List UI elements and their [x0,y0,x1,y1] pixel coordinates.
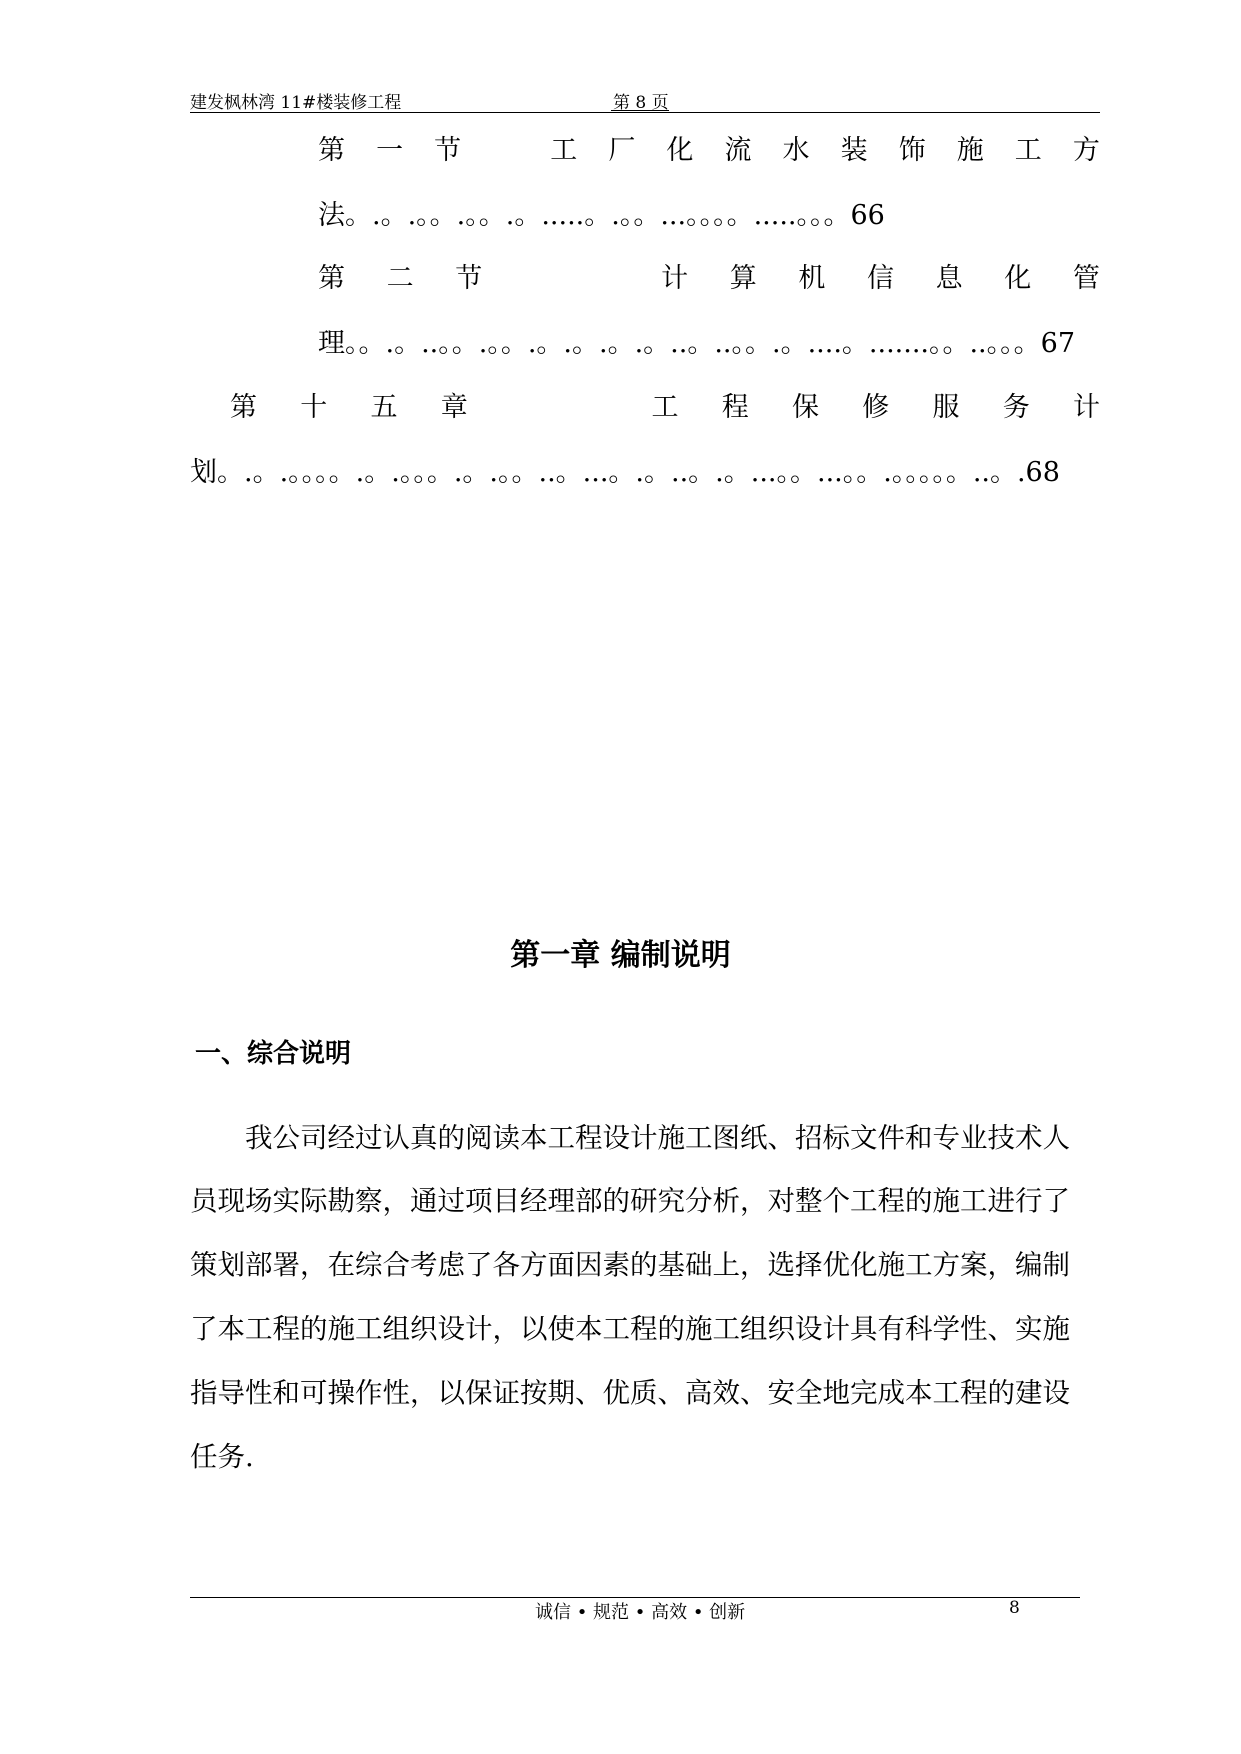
toc-chapter-15-char: 章 [440,392,468,423]
toc-section-1-char: 化 [666,135,694,166]
toc-chapter-15-char: 第 [230,392,257,423]
toc-section-2-char: 二 [386,263,414,294]
paragraph-line-5: 指导性和可操作性，以保证按期、优质、高效、安全地完成本工程的建设 [190,1377,1070,1409]
toc-chapter-15-char: 修 [862,392,890,423]
paragraph-line-6: 任务. [190,1441,254,1473]
toc-chapter-15-char: 务 [1002,392,1030,423]
toc-section-2-char: 机 [798,263,826,294]
toc-section-2-char: 息 [935,263,963,294]
toc-section-2-char: 第 [318,263,345,294]
toc-section-2-char: 信 [867,263,894,294]
toc-section-2-char [524,256,551,295]
footer-page-number: 8 [1009,1598,1020,1618]
toc-entry-chapter-15-leader: 划。.。.。。。。.。.。。。.。.。。..。...。.。..。.。...。。...。。.。。。。。..。.68 [190,457,1060,488]
toc-chapter-15-char: 服 [932,392,960,423]
toc-section-2-char: 算 [729,263,757,294]
toc-section-1-char: 施 [956,135,984,166]
toc-section-1-char: 节 [434,135,462,166]
toc-chapter-15-char: 五 [370,392,398,423]
header-page-underline [611,110,669,111]
chapter-title: 第一章 编制说明 [510,938,731,973]
section-title: 一、综合说明 [195,1039,352,1069]
footer-motto: 诚信 • 规范 • 高效 • 创新 [535,1602,746,1623]
toc-section-1-char: 厂 [608,135,636,166]
paragraph-line-4: 了本工程的施工组织设计，以使本工程的施工组织设计具有科学性、实施 [190,1313,1070,1345]
toc-entry-section-2-leader: 理。。.。..。。.。。.。.。.。.。..。..。。.。....。.......。。..。。。67 [318,328,1076,359]
toc-chapter-15-char: 十 [300,392,328,423]
toc-entry-chapter-15 [230,385,1100,424]
toc-section-1-char: 一 [376,135,404,166]
toc-section-2-char: 化 [1004,263,1032,294]
toc-section-2-char: 节 [455,263,483,294]
toc-section-1-char: 第 [318,135,345,166]
toc-section-2-char [593,256,620,295]
paragraph-line-2: 员现场实际勘察，通过项目经理部的研究分析，对整个工程的施工进行了 [190,1185,1070,1217]
toc-section-2-char: 计 [661,263,689,294]
toc-chapter-15-char [581,385,608,424]
toc-section-1-char: 饰 [898,135,926,166]
header-project-title: 建发枫林湾 11#楼装修工程 [190,93,402,113]
toc-section-1-char: 工 [1014,135,1042,166]
paragraph-line-1: 我公司经过认真的阅读本工程设计施工图纸、招标文件和专业技术人 [245,1122,1070,1154]
toc-section-1-char: 装 [840,135,868,166]
toc-section-2-char: 管 [1072,263,1100,294]
paragraph-line-3: 策划部署，在综合考虑了各方面因素的基础上，选择优化施工方案，编制 [190,1249,1070,1281]
toc-chapter-15-char: 程 [721,392,749,423]
toc-chapter-15-char: 工 [651,392,679,423]
toc-section-1-char [492,128,519,167]
toc-section-1-char: 方 [1072,135,1100,166]
toc-entry-section-1 [318,128,1100,167]
header-page-label: 第 8 页 [613,93,669,113]
toc-chapter-15-char: 计 [1073,392,1100,423]
toc-section-1-char: 水 [782,135,810,166]
toc-entry-section-1-leader: 法。.。.。。.。。.。.....。.。。...。。。。.....。。。66 [318,200,885,231]
toc-entry-section-2 [318,256,1100,295]
toc-section-1-char: 流 [724,135,752,166]
toc-chapter-15-char: 保 [792,392,819,423]
toc-section-1-char: 工 [550,135,578,166]
toc-chapter-15-char [511,385,538,424]
